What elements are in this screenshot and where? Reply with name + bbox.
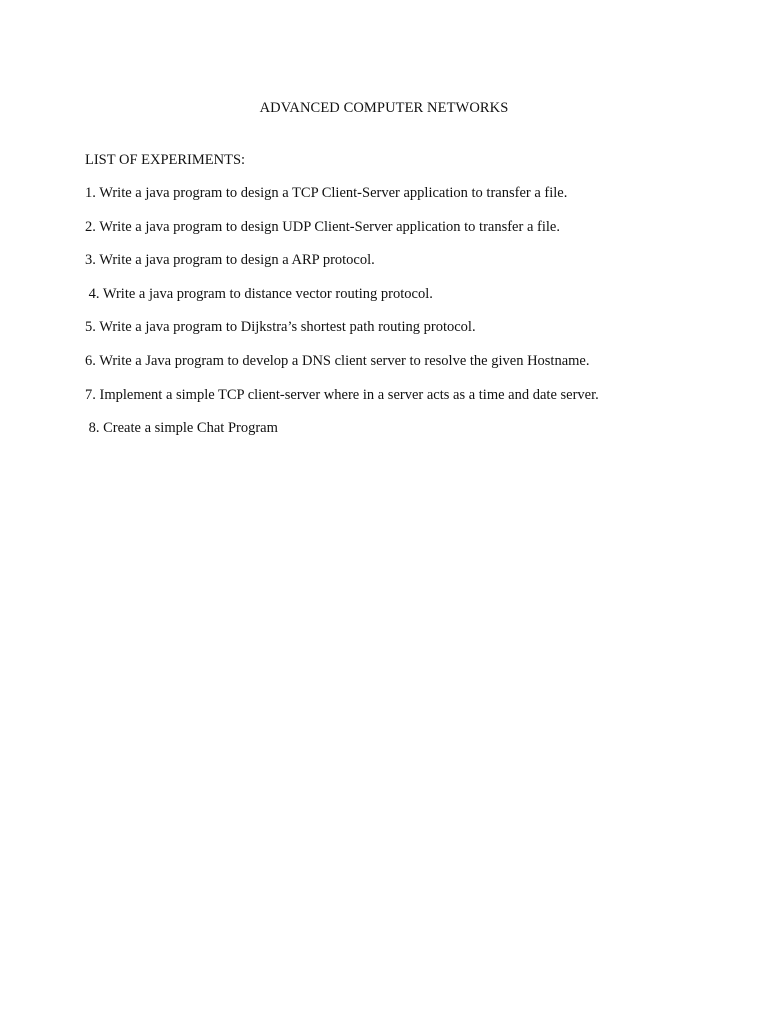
experiment-item-4: 4. Write a java program to distance vector routing protocol. (85, 285, 433, 302)
experiment-item-6: 6. Write a Java program to develop a DNS client server to resolve the given Hostname. (85, 352, 590, 369)
experiment-item-1: 1. Write a java program to design a TCP Client-Server application to transfer a file. (85, 185, 568, 201)
document-title: ADVANCED COMPUTER NETWORKS (259, 100, 509, 116)
list-heading: LIST OF EXPERIMENTS: (85, 152, 246, 168)
experiment-item-7: 7. Implement a simple TCP client-server where in a server acts as a time and date server. (85, 386, 599, 403)
experiment-list (85, 184, 599, 453)
experiment-item-2: 2. Write a java program to design UDP Client-Server application to transfer a file. (85, 218, 560, 235)
experiment-item-8: 8. Create a simple Chat Program (85, 420, 278, 437)
experiment-item-3: 3. Write a java program to design a ARP protocol. (85, 252, 375, 269)
experiment-item-5: 5. Write a java program to Dijkstra’s shortest path routing protocol. (85, 319, 476, 336)
